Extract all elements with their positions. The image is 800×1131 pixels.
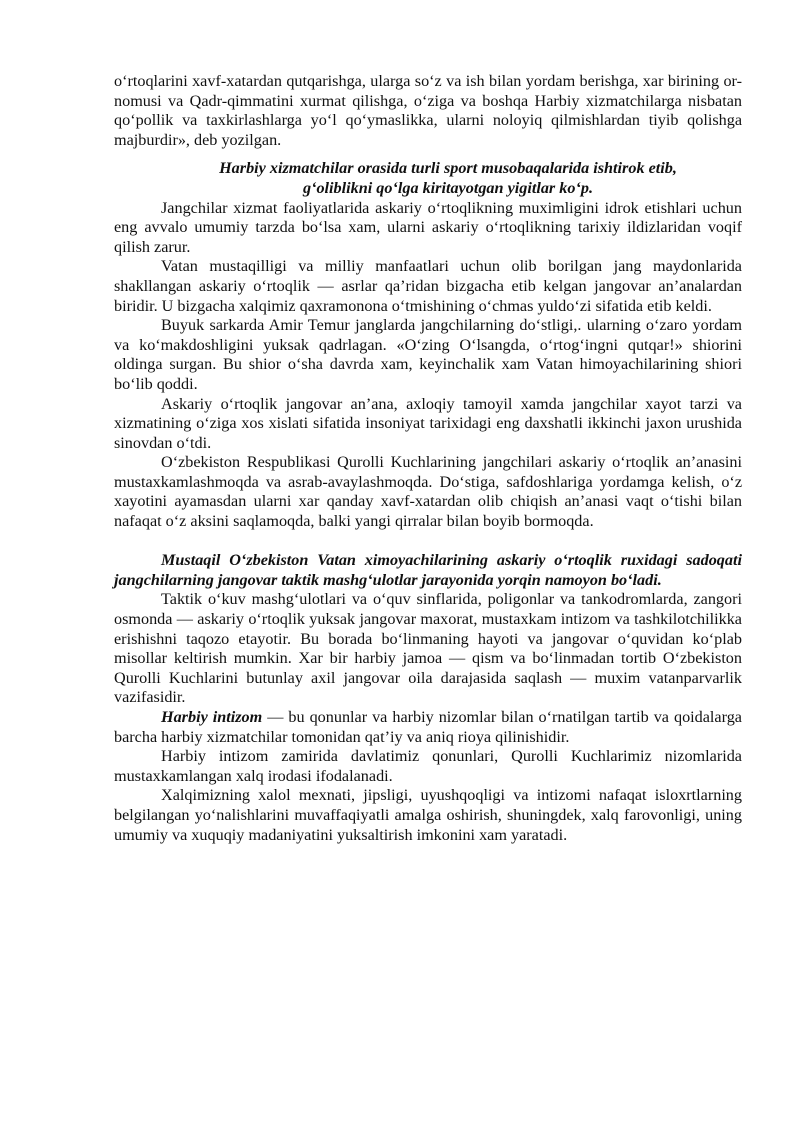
document-page [114,72,742,845]
paragraph-2: Vatan mustaqilligi va milliy manfaatlari uchun olib borilgan jang maydonlarida shakllangan askariy o‘rtoqlik — asrlar qa’ridan bizgacha etib kelgan jangovar an’analardan biridir. U bizgacha xalqimiz qaxramonona o‘tmishining o‘chmas yuldo‘zi sifatida etib keldi. [114,257,742,315]
term-definition: — bu qonunlar va harbiy nizomlar bilan o‘rnatilgan tartib va qoidalarga barcha harbiy xizmatchilar tomonidan qat’iy va aniq rioya qilinishidir. [114,708,742,746]
term-harbiy-intizom: Harbiy intizom [161,708,263,726]
caption-line-2: g‘oliblikni qo‘lga kiritayotgan yigitlar ko‘p. [302,178,594,197]
paragraph-5: O‘zbekiston Respublikasi Qurolli Kuchlarining jangchilari askariy o‘rtoqlik an’anasini mustaxkamlashmoqda va asrab-avaylashmoqda. Do‘stiga, safdoshlariga yordamga kelish, o‘z xayotini ayamasdan ularni xar qanday xavf-xatardan olib chiqish an’anasi vaqt o‘tishi bilan nafaqat o‘z aksini saqlamoqda, balki yangi qirralar bilan boyib bormoqda. [114,453,742,531]
paragraph-1: Jangchilar xizmat faoliyatlarida askariy o‘rtoqlikning muximligini idrok etishlari uchun eng avvalo umumiy tarzda bo‘lsa xam, ularni askariy o‘rtoqlikning tarixiy ildizlaridan voqif qilish zarur. [114,198,742,256]
caption-line-1: Harbiy xizmatchilar orasida turli sport musobaqalarida ishtirok etib, [219,159,677,178]
paragraph-continuation: o‘rtoqlarini xavf-xatardan qutqarishga, ularga so‘z va ish bilan yordam berishga, xar birining or-nomusi va Qadr-qimmatini xurmat qilishga, o‘ziga va boshqa Harbiy xizmatchilarga nisbatan qo‘pollik va taxkirlashlarga yo‘l qo‘ymaslikka, ularni noloyiq qilmishlardan tiyib qolishga majburdir», deb yozilgan. [114,72,742,149]
photo-caption [114,159,742,198]
blank-line [114,532,742,552]
paragraph-4: Askariy o‘rtoqlik jangovar an’ana, axloqiy tamoyil xamda jangchilar xayot tarzi va xizmatining o‘ziga xos xislati sifatida insoniyat tarixidagi eng daxshatli ikkinchi jaxon urushida sinovdan o‘tdi. [114,394,742,452]
paragraph-9: Xalqimizning xalol mexnati, jipsligi, uyushqoqligi va intizomi nafaqat isloxrtlarning belgilangan yo‘nalishlarini muvaffaqiyatli amalga oshirish, shuningdek, xalq farovonligi, uning umumiy va xuquqiy madaniyatini yuksaltirish imkonini xam yaratadi. [114,786,742,844]
paragraph-6: Taktik o‘kuv mashg‘ulotlari va o‘quv sinflarida, poligonlar va tankodromlarda, zangori osmonda — askariy o‘rtoqlik yuksak jangovar maxorat, mustaxkam intizom va tashkilotchilikka erishishni taqozo etayotir. Bu borada bo‘linmaning hayoti va jangovar o‘quvidan ko‘plab misollar keltirish mumkin. Xar bir harbiy jamoa — qism va bo‘linmadan tortib O‘zbekiston Qurolli Kuchlarini butunlay axil jangovar oila darajasida saqlash — muxim vatanparvarlik vazifasidir. [114,590,742,707]
paragraph-7 [114,708,742,747]
paragraph-8: Harbiy intizom zamirida davlatimiz qonunlari, Qurolli Kuchlarimiz nizomlarida mustaxkamlangan xalq irodasi ifodalanadi. [114,747,742,785]
paragraph-3: Buyuk sarkarda Amir Temur janglarda jangchilarning do‘stligi,. ularning o‘zaro yordam va ko‘makdoshligini yuksak qadrlagan. «O‘zing O‘lsangda, o‘rtog‘ingni qutqar!» shiorini oldinga surgan. Bu shior o‘sha davrda xam, keyinchalik xam Vatan himoyachilarining shiori bo‘lib qoddi. [114,316,742,393]
section-subheading: Mustaqil O‘zbekiston Vatan ximoyachilarining askariy o‘rtoqlik ruxidagi sadoqati jangchilarning jangovar taktik mashg‘ulotlar jarayonida yorqin namoyon bo‘ladi. [114,551,742,589]
